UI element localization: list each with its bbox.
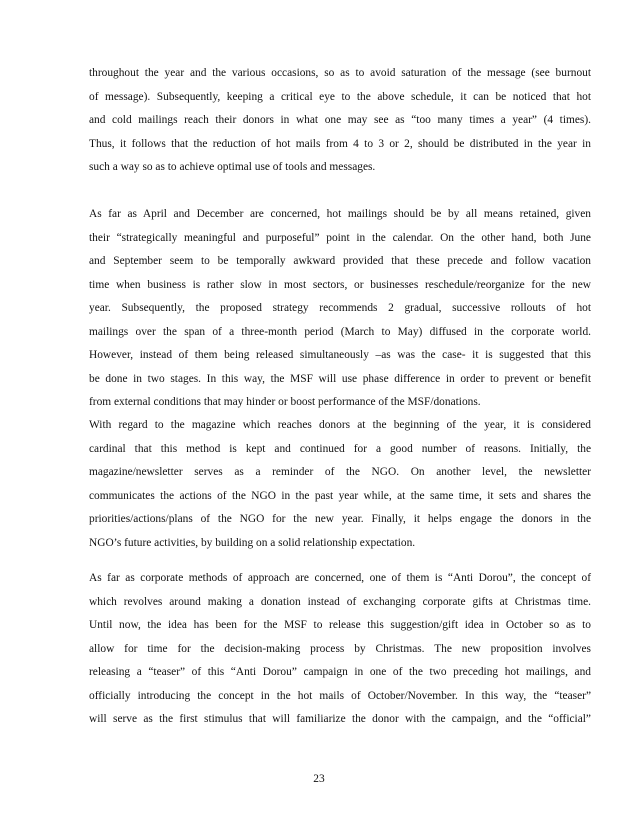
text-line: priorities/actions/plans of the NGO for the new year. Finally, it helps engage the donors in the — [89, 513, 591, 525]
paragraph-magazine — [89, 414, 591, 555]
text-line: Thus, it follows that the reduction of hot mails from 4 to 3 or 2, should be distributed in the year in — [89, 137, 591, 150]
text-line: which revolves around making a donation instead of exchanging corporate gifts at Christmas time. — [89, 595, 591, 608]
text-line: be done in two stages. In this way, the MSF will use phase difference in order to prevent or benefit — [89, 372, 591, 385]
page-number: 23 — [313, 773, 325, 785]
text-line: communicates the actions of the NGO in the past year while, at the same time, it sets and shares the — [89, 489, 591, 502]
text-line: of message). Subsequently, keeping a critical eye to the above schedule, it can be noticed that hot — [89, 90, 591, 103]
text-line: year. Subsequently, the proposed strategy recommends 2 gradual, successive rollouts of hot — [89, 302, 591, 314]
paragraph-anti-dorou — [89, 567, 591, 732]
paragraph-hot-mailings — [89, 203, 591, 415]
text-line: such a way so as to achieve optimal use of tools and messages. — [89, 161, 376, 173]
text-line: mailings over the span of a three-month period (March to May) diffused in the corporate world. — [89, 325, 591, 338]
text-line: Until now, the idea has been for the MSF to release this suggestion/gift idea in October so as to — [89, 619, 591, 631]
text-line: time when business is rather slow in most sectors, or businesses reschedule/reorganize for the new — [89, 278, 591, 291]
text-line: NGO’s future activities, by building on a solid relationship expectation. — [89, 536, 416, 549]
text-line: With regard to the magazine which reaches donors at the beginning of the year, it is considered — [89, 419, 591, 431]
text-line: allow for time for the decision-making process by Christmas. The new proposition involves — [89, 642, 591, 655]
text-line: will serve as the first stimulus that will familiarize the donor with the campaign, and the “official” — [89, 713, 591, 725]
paragraph-saturation — [89, 62, 591, 180]
text-line: releasing a “teaser” of this “Anti Dorou” campaign in one of the two preceding hot mailings, and — [89, 666, 591, 678]
text-line: However, instead of them being released simultaneously –as was the case- it is suggested that this — [89, 349, 591, 361]
text-line: their “strategically meaningful and purposeful” point in the calendar. On the other hand, both June — [89, 231, 591, 244]
text-line: As far as corporate methods of approach are concerned, one of them is “Anti Dorou”, the concept of — [89, 572, 591, 584]
text-line: cardinal that this method is kept and continued for a good number of reasons. Initially, the — [89, 442, 591, 455]
text-line: officially introducing the concept in the hot mails of October/November. In this way, the “teaser” — [89, 689, 591, 702]
text-line: magazine/newsletter serves as a reminder of the NGO. On another level, the newsletter — [89, 466, 591, 478]
text-line: As far as April and December are concerned, hot mailings should be by all means retained, given — [89, 208, 591, 220]
text-line: from external conditions that may hinder or boost performance of the MSF/donations. — [89, 396, 481, 408]
text-line: throughout the year and the various occasions, so as to avoid saturation of the message (see burnout — [89, 67, 591, 79]
text-line: and cold mailings reach their donors in what one may see as “too many times a year” (4 times). — [89, 114, 591, 126]
text-line: and September seem to be temporally awkward provided that these precede and follow vacation — [89, 255, 591, 267]
